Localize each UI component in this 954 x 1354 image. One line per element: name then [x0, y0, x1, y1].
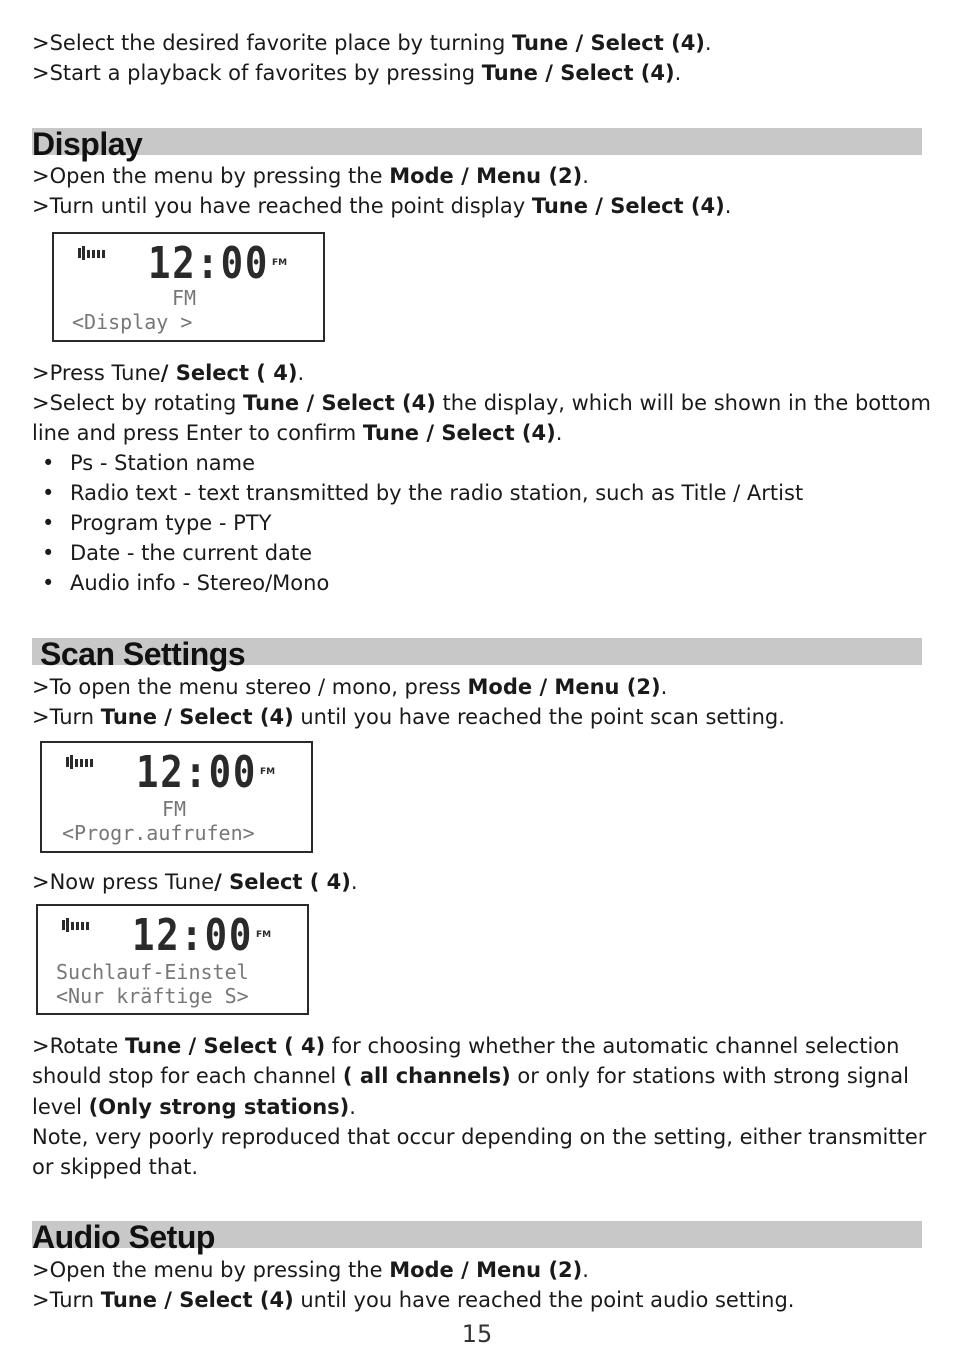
- scan-line-6: level (Only strong stations).: [32, 1095, 356, 1119]
- display-line-2: >Turn until you have reached the point display Tune / Select (4).: [32, 194, 732, 218]
- display-heading-bar: [32, 126, 922, 162]
- display-line-4: >Select by rotating Tune / Select (4) the display, which will be shown in the bottom: [32, 391, 931, 415]
- signal-strength-icon: [66, 753, 96, 771]
- lcd-scan-screen-2: [36, 904, 309, 1015]
- audio-line-2: >Turn Tune / Select (4) until you have reached the point audio setting.: [32, 1288, 795, 1312]
- audio-heading: Audio Setup: [32, 1219, 215, 1255]
- scan-line-4: >Rotate Tune / Select ( 4) for choosing whether the automatic channel selection: [32, 1034, 900, 1058]
- lcd-display-screen: [52, 232, 325, 342]
- lcd-fm-indicator: FM: [256, 930, 272, 940]
- lcd-row-1: Suchlauf-Einstel: [56, 960, 249, 984]
- signal-strength-icon: [62, 916, 92, 934]
- lcd-time: 12:00: [132, 910, 254, 961]
- page-number: 15: [461, 1320, 493, 1348]
- scan-note-line-2: or skipped that.: [32, 1155, 199, 1179]
- lcd-row-2: <Display >: [72, 310, 193, 334]
- scan-heading-bar: [32, 636, 922, 672]
- lcd-row-1: FM: [172, 286, 197, 310]
- display-heading: Display: [32, 126, 143, 162]
- lcd-fm-indicator: FM: [272, 258, 288, 268]
- scan-line-1: >To open the menu stereo / mono, press Mode / Menu (2).: [32, 675, 668, 699]
- display-line-5: line and press Enter to confirm Tune / Select (4).: [32, 421, 563, 445]
- scan-note-line-1: Note, very poorly reproduced that occur depending on the setting, either transmitter: [32, 1125, 927, 1149]
- lcd-fm-indicator: FM: [260, 767, 276, 777]
- scan-line-5: should stop for each channel ( all channels) or only for stations with strong signal: [32, 1064, 909, 1088]
- lcd-row-2: <Nur kräftige S>: [56, 984, 249, 1008]
- lcd-time: 12:00: [136, 747, 258, 798]
- lcd-row-1: FM: [162, 797, 187, 821]
- audio-heading-bar: [32, 1219, 922, 1255]
- scan-line-2: >Turn Tune / Select (4) until you have reached the point scan setting.: [32, 705, 785, 729]
- display-line-3: >Press Tune/ Select ( 4).: [32, 361, 305, 385]
- scan-line-3: >Now press Tune/ Select ( 4).: [32, 870, 358, 894]
- lcd-scan-screen-1: [40, 741, 313, 853]
- lcd-time: 12:00: [148, 238, 270, 289]
- signal-strength-icon: [78, 244, 108, 262]
- scan-heading: Scan Settings: [40, 636, 246, 672]
- intro-line-2: >Start a playback of favorites by pressing Tune / Select (4).: [32, 61, 682, 85]
- lcd-row-2: <Progr.aufrufen>: [62, 821, 255, 845]
- display-line-1: >Open the menu by pressing the Mode / Menu (2).: [32, 164, 589, 188]
- audio-line-1: >Open the menu by pressing the Mode / Menu (2).: [32, 1258, 589, 1282]
- intro-line-1: >Select the desired favorite place by turning Tune / Select (4).: [32, 31, 712, 55]
